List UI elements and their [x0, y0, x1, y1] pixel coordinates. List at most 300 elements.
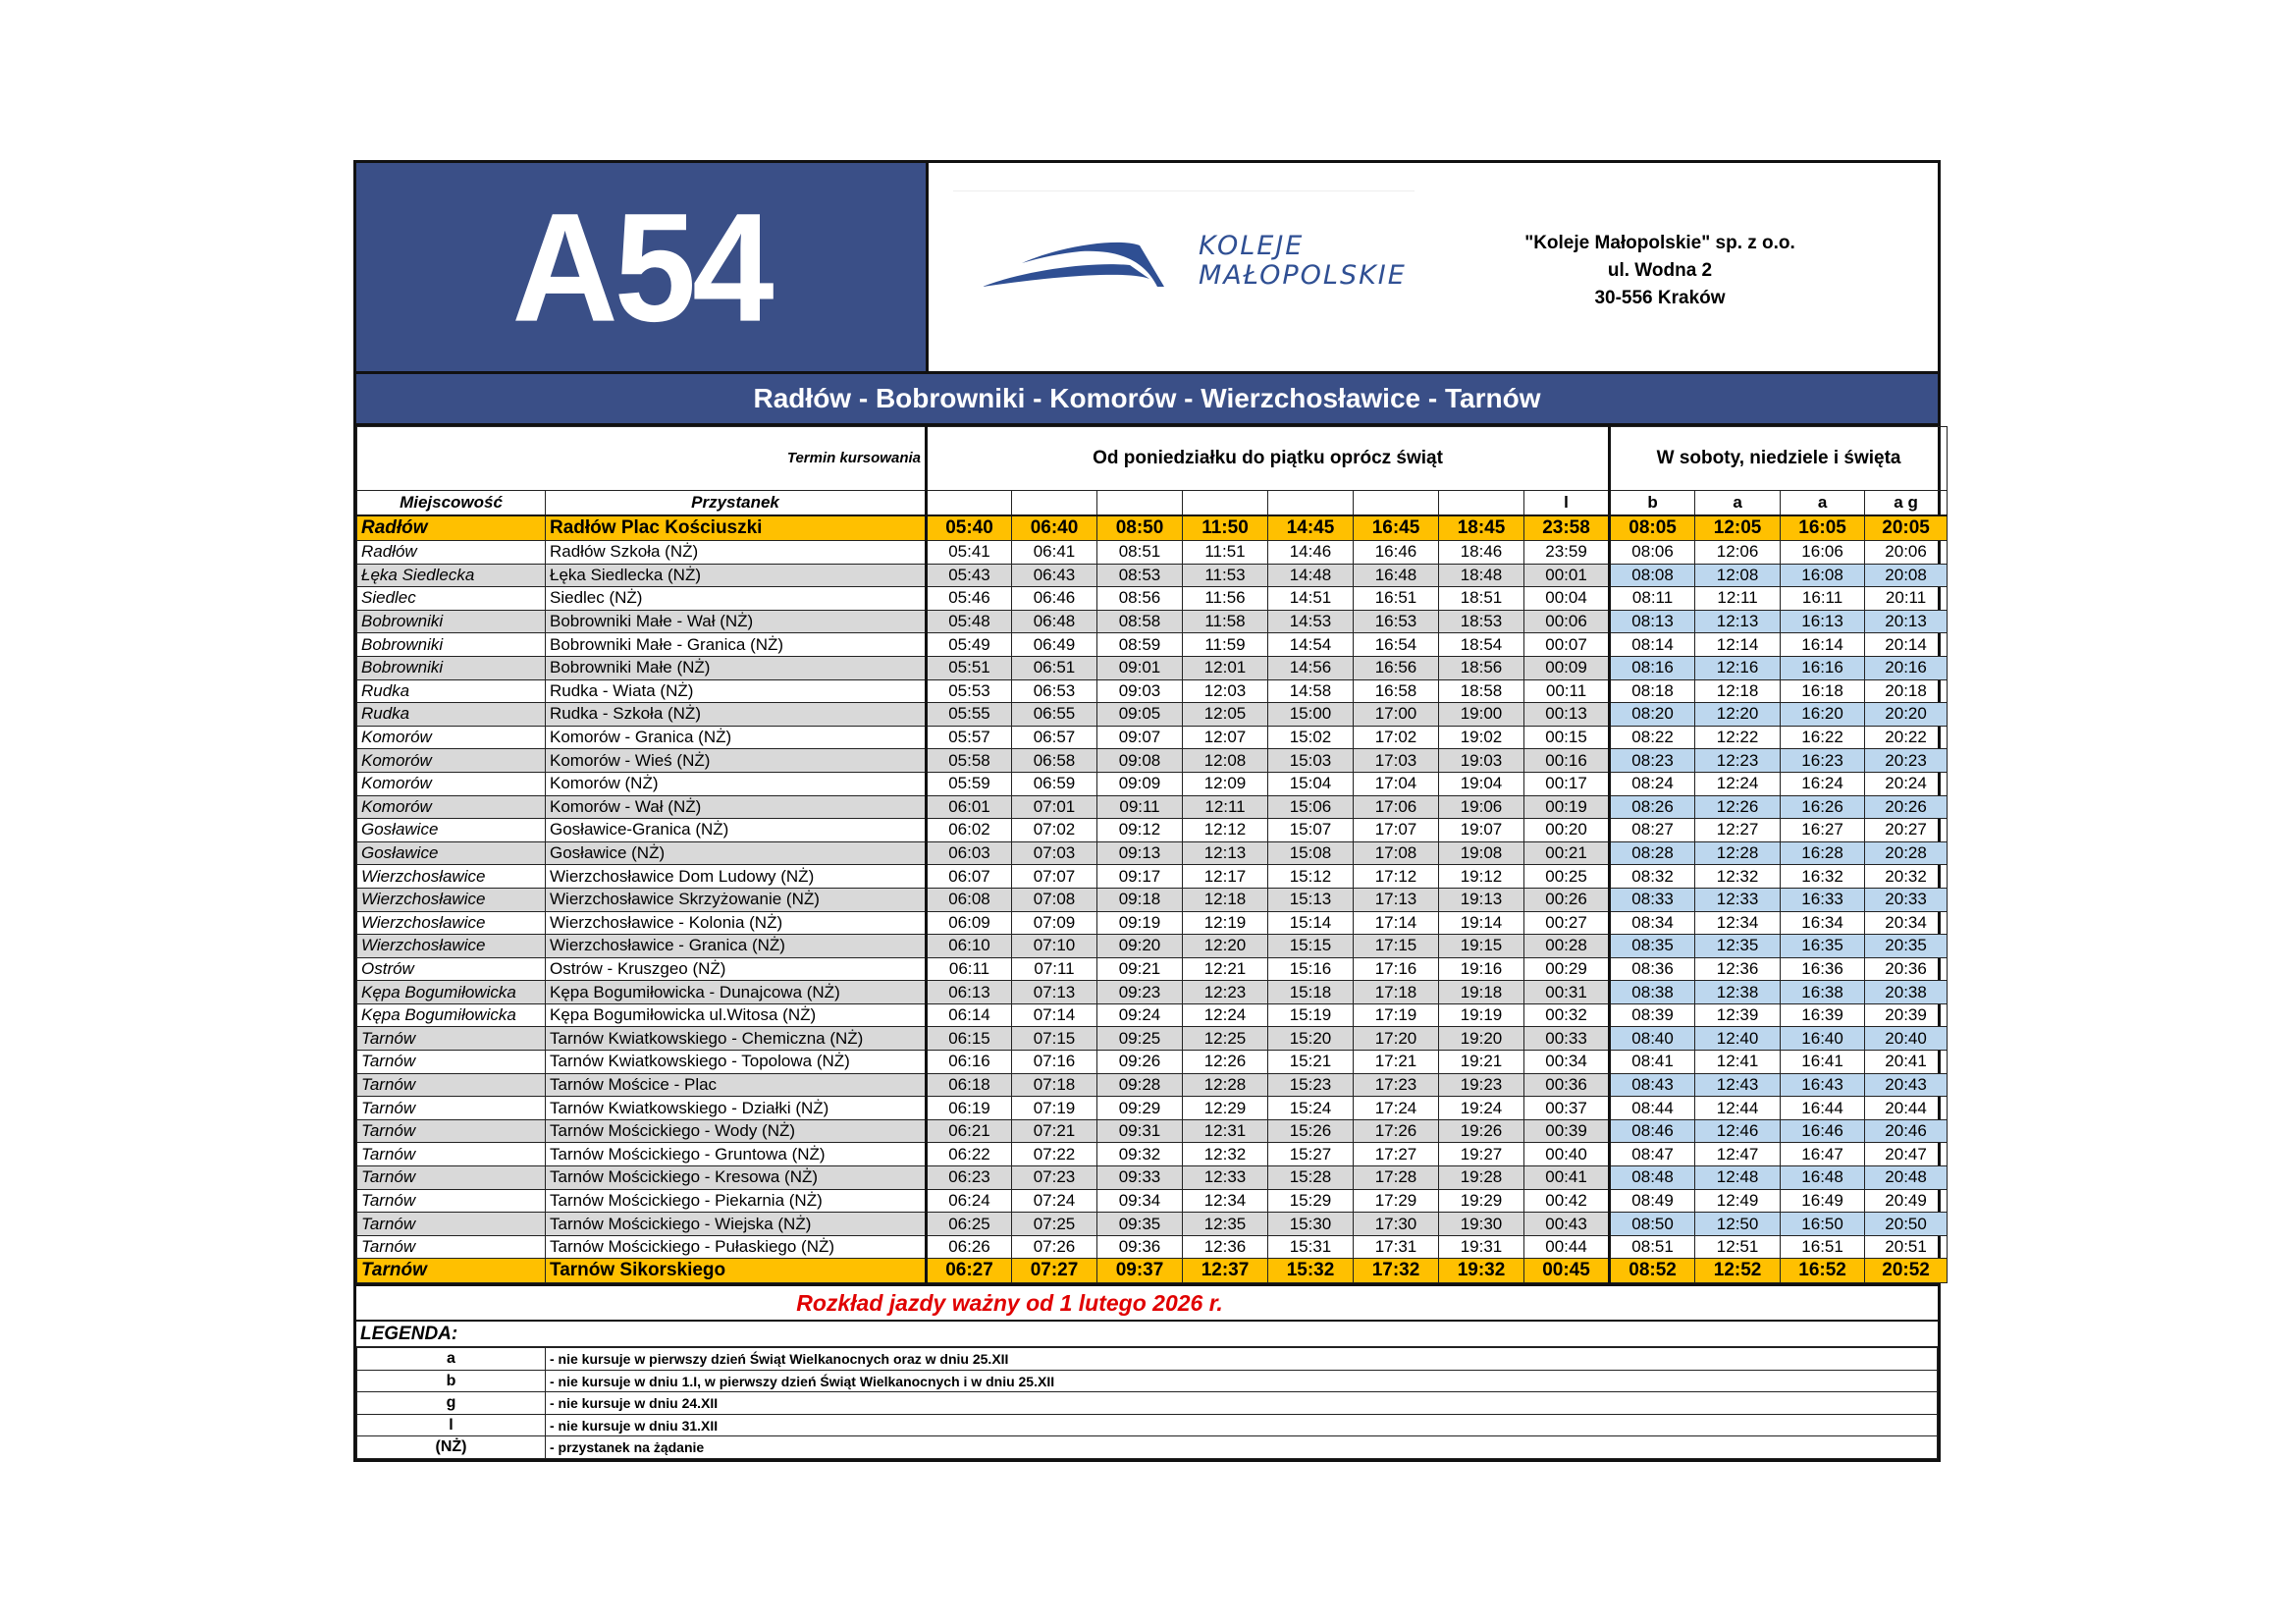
- weekday-departure-time: 19:08: [1439, 841, 1524, 865]
- train-swoosh-icon: [983, 232, 1179, 291]
- weekday-departure-time: 09:32: [1097, 1143, 1183, 1166]
- stop-row: [357, 795, 1948, 819]
- weekend-departure-time: 16:36: [1781, 957, 1865, 981]
- weekend-departure-time: 08:35: [1610, 935, 1695, 958]
- weekday-departure-time: 00:16: [1524, 749, 1610, 773]
- terminal-stop-row: [357, 515, 1948, 541]
- stop-row: [357, 1119, 1948, 1143]
- weekday-departure-time: 15:20: [1268, 1027, 1354, 1051]
- stop-row: [357, 541, 1948, 565]
- weekday-departure-time: 19:21: [1439, 1051, 1524, 1074]
- weekday-departure-time: 19:20: [1439, 1027, 1524, 1051]
- stop-name: Komorów (NŻ): [546, 772, 927, 795]
- period-weekend: W soboty, niedziele i święta: [1610, 427, 1948, 491]
- legend-item: [357, 1414, 1938, 1436]
- legend-item: [357, 1436, 1938, 1459]
- weekend-departure-time: 08:20: [1610, 703, 1695, 727]
- weekend-departure-time: 16:33: [1781, 888, 1865, 911]
- weekday-departure-time: 18:46: [1439, 541, 1524, 565]
- stop-row: [357, 935, 1948, 958]
- weekday-departure-time: 09:18: [1097, 888, 1183, 911]
- weekend-departure-time: 20:22: [1865, 726, 1948, 749]
- weekday-departure-time: 09:35: [1097, 1213, 1183, 1236]
- weekday-departure-time: 08:58: [1097, 610, 1183, 633]
- course-mark: [927, 491, 1012, 516]
- weekend-departure-time: 20:14: [1865, 633, 1948, 657]
- period-weekdays: Od poniedziałku do piątku oprócz świąt: [927, 427, 1610, 491]
- weekday-departure-time: 07:25: [1012, 1213, 1097, 1236]
- weekend-departure-time: 20:08: [1865, 564, 1948, 587]
- weekday-departure-time: 17:20: [1354, 1027, 1439, 1051]
- weekday-departure-time: 16:51: [1354, 587, 1439, 611]
- weekend-departure-time: 20:47: [1865, 1143, 1948, 1166]
- stop-name: Wierzchosławice - Granica (NŻ): [546, 935, 927, 958]
- weekday-departure-time: 05:41: [927, 541, 1012, 565]
- weekend-departure-time: 12:43: [1695, 1073, 1781, 1097]
- weekday-departure-time: 06:03: [927, 841, 1012, 865]
- weekday-departure-time: 09:17: [1097, 865, 1183, 889]
- legend-item: [357, 1370, 1938, 1392]
- weekday-departure-time: 17:03: [1354, 749, 1439, 773]
- logo-text: [1199, 232, 1407, 291]
- weekday-departure-time: 18:45: [1439, 515, 1524, 541]
- stop-name: Gosławice-Granica (NŻ): [546, 819, 927, 842]
- weekday-departure-time: 00:11: [1524, 679, 1610, 703]
- terminal-stop-row: [357, 1259, 1948, 1283]
- weekday-departure-time: 16:45: [1354, 515, 1439, 541]
- stop-row: [357, 1189, 1948, 1213]
- weekend-departure-time: 16:22: [1781, 726, 1865, 749]
- weekend-departure-time: 16:05: [1781, 515, 1865, 541]
- weekday-departure-time: 05:58: [927, 749, 1012, 773]
- weekday-departure-time: 15:23: [1268, 1073, 1354, 1097]
- weekday-departure-time: 09:11: [1097, 795, 1183, 819]
- stop-name: Tarnów Mościckiego - Wody (NŻ): [546, 1119, 927, 1143]
- weekday-departure-time: 07:03: [1012, 841, 1097, 865]
- town-name: Bobrowniki: [357, 633, 546, 657]
- weekday-departure-time: 00:45: [1524, 1259, 1610, 1283]
- weekday-departure-time: 06:14: [927, 1003, 1012, 1027]
- weekday-departure-time: 17:00: [1354, 703, 1439, 727]
- weekday-departure-time: 16:54: [1354, 633, 1439, 657]
- weekend-departure-time: 12:28: [1695, 841, 1781, 865]
- weekday-departure-time: 17:04: [1354, 772, 1439, 795]
- weekday-departure-time: 17:29: [1354, 1189, 1439, 1213]
- weekday-departure-time: 19:26: [1439, 1119, 1524, 1143]
- course-mark: a: [1695, 491, 1781, 516]
- weekend-departure-time: 20:24: [1865, 772, 1948, 795]
- stop-row: [357, 772, 1948, 795]
- stop-name: Tarnów Mościckiego - Pułaskiego (NŻ): [546, 1235, 927, 1259]
- stop-row: [357, 819, 1948, 842]
- weekday-departure-time: 17:30: [1354, 1213, 1439, 1236]
- weekday-departure-time: 07:22: [1012, 1143, 1097, 1166]
- timetable-sheet: [353, 160, 1941, 1462]
- weekday-departure-time: 09:24: [1097, 1003, 1183, 1027]
- weekend-departure-time: 08:48: [1610, 1166, 1695, 1190]
- weekend-departure-time: 08:06: [1610, 541, 1695, 565]
- legend-code: l: [357, 1414, 546, 1436]
- weekday-departure-time: 17:27: [1354, 1143, 1439, 1166]
- weekday-departure-time: 14:45: [1268, 515, 1354, 541]
- weekday-departure-time: 19:24: [1439, 1097, 1524, 1120]
- weekend-departure-time: 12:36: [1695, 957, 1781, 981]
- stop-name: Radłów Szkoła (NŻ): [546, 541, 927, 565]
- weekend-departure-time: 12:38: [1695, 981, 1781, 1004]
- town-name: Gosławice: [357, 841, 546, 865]
- weekend-departure-time: 08:28: [1610, 841, 1695, 865]
- weekday-departure-time: 17:32: [1354, 1259, 1439, 1283]
- stop-name: Rudka - Wiata (NŻ): [546, 679, 927, 703]
- weekday-departure-time: 09:20: [1097, 935, 1183, 958]
- weekday-departure-time: 00:07: [1524, 633, 1610, 657]
- weekday-departure-time: 09:36: [1097, 1235, 1183, 1259]
- weekday-departure-time: 14:54: [1268, 633, 1354, 657]
- weekday-departure-time: 12:28: [1183, 1073, 1268, 1097]
- weekend-departure-time: 08:22: [1610, 726, 1695, 749]
- town-name: Wierzchosławice: [357, 935, 546, 958]
- town-name: Komorów: [357, 726, 546, 749]
- weekend-departure-time: 16:26: [1781, 795, 1865, 819]
- weekend-departure-time: 16:24: [1781, 772, 1865, 795]
- weekday-departure-time: 15:14: [1268, 911, 1354, 935]
- weekday-departure-time: 06:01: [927, 795, 1012, 819]
- weekend-departure-time: 12:50: [1695, 1213, 1781, 1236]
- weekday-departure-time: 06:08: [927, 888, 1012, 911]
- weekday-departure-time: 18:48: [1439, 564, 1524, 587]
- stop-row: [357, 656, 1948, 679]
- weekend-departure-time: 20:06: [1865, 541, 1948, 565]
- stop-name: Wierzchosławice - Kolonia (NŻ): [546, 911, 927, 935]
- weekend-departure-time: 16:44: [1781, 1097, 1865, 1120]
- weekday-departure-time: 12:20: [1183, 935, 1268, 958]
- weekend-departure-time: 20:46: [1865, 1119, 1948, 1143]
- weekday-departure-time: 00:27: [1524, 911, 1610, 935]
- town-name: Gosławice: [357, 819, 546, 842]
- weekend-departure-time: 16:28: [1781, 841, 1865, 865]
- weekday-departure-time: 00:33: [1524, 1027, 1610, 1051]
- weekend-departure-time: 16:52: [1781, 1259, 1865, 1283]
- weekday-departure-time: 12:33: [1183, 1166, 1268, 1190]
- weekday-departure-time: 07:02: [1012, 819, 1097, 842]
- weekday-departure-time: 00:04: [1524, 587, 1610, 611]
- weekday-departure-time: 09:28: [1097, 1073, 1183, 1097]
- weekday-departure-time: 00:09: [1524, 656, 1610, 679]
- weekday-departure-time: 19:32: [1439, 1259, 1524, 1283]
- weekday-departure-time: 17:06: [1354, 795, 1439, 819]
- weekday-departure-time: 09:29: [1097, 1097, 1183, 1120]
- weekend-departure-time: 20:26: [1865, 795, 1948, 819]
- weekday-departure-time: 11:58: [1183, 610, 1268, 633]
- weekend-departure-time: 20:43: [1865, 1073, 1948, 1097]
- weekend-departure-time: 16:43: [1781, 1073, 1865, 1097]
- stop-name: Komorów - Granica (NŻ): [546, 726, 927, 749]
- weekday-departure-time: 15:18: [1268, 981, 1354, 1004]
- weekend-departure-time: 20:35: [1865, 935, 1948, 958]
- weekday-departure-time: 07:27: [1012, 1259, 1097, 1283]
- weekday-departure-time: 05:59: [927, 772, 1012, 795]
- weekday-departure-time: 06:53: [1012, 679, 1097, 703]
- weekday-departure-time: 09:09: [1097, 772, 1183, 795]
- town-name: Siedlec: [357, 587, 546, 611]
- route-title: Radłów - Bobrowniki - Komorów - Wierzchosławice - Tarnów: [356, 374, 1938, 426]
- weekday-departure-time: 06:57: [1012, 726, 1097, 749]
- weekday-departure-time: 17:31: [1354, 1235, 1439, 1259]
- weekday-departure-time: 00:19: [1524, 795, 1610, 819]
- stop-name: Tarnów Mościckiego - Wiejska (NŻ): [546, 1213, 927, 1236]
- stop-row: [357, 679, 1948, 703]
- weekday-departure-time: 19:23: [1439, 1073, 1524, 1097]
- weekend-departure-time: 16:46: [1781, 1119, 1865, 1143]
- stop-row: [357, 865, 1948, 889]
- weekday-departure-time: 06:25: [927, 1213, 1012, 1236]
- weekend-departure-time: 20:38: [1865, 981, 1948, 1004]
- weekday-departure-time: 06:13: [927, 981, 1012, 1004]
- weekend-departure-time: 16:23: [1781, 749, 1865, 773]
- stop-row: [357, 1235, 1948, 1259]
- weekend-departure-time: 12:51: [1695, 1235, 1781, 1259]
- weekday-departure-time: 11:50: [1183, 515, 1268, 541]
- weekday-departure-time: 06:55: [1012, 703, 1097, 727]
- weekend-departure-time: 20:44: [1865, 1097, 1948, 1120]
- weekday-departure-time: 17:24: [1354, 1097, 1439, 1120]
- weekday-departure-time: 19:07: [1439, 819, 1524, 842]
- weekday-departure-time: 11:56: [1183, 587, 1268, 611]
- weekday-departure-time: 17:19: [1354, 1003, 1439, 1027]
- weekday-departure-time: 18:53: [1439, 610, 1524, 633]
- weekend-departure-time: 12:44: [1695, 1097, 1781, 1120]
- weekday-departure-time: 12:07: [1183, 726, 1268, 749]
- weekday-departure-time: 15:03: [1268, 749, 1354, 773]
- weekend-departure-time: 08:40: [1610, 1027, 1695, 1051]
- weekday-departure-time: 06:07: [927, 865, 1012, 889]
- stop-row: [357, 841, 1948, 865]
- legend-code: a: [357, 1348, 546, 1371]
- weekday-departure-time: 09:08: [1097, 749, 1183, 773]
- stop-name: Tarnów Kwiatkowskiego - Działki (NŻ): [546, 1097, 927, 1120]
- weekend-departure-time: 12:47: [1695, 1143, 1781, 1166]
- weekend-departure-time: 08:08: [1610, 564, 1695, 587]
- address-line: "Koleje Małopolskie" sp. z o.o.: [1524, 233, 1795, 253]
- weekday-departure-time: 00:36: [1524, 1073, 1610, 1097]
- weekend-departure-time: 08:05: [1610, 515, 1695, 541]
- weekend-departure-time: 08:34: [1610, 911, 1695, 935]
- weekday-departure-time: 09:26: [1097, 1051, 1183, 1074]
- weekday-departure-time: 19:03: [1439, 749, 1524, 773]
- weekday-departure-time: 05:43: [927, 564, 1012, 587]
- weekend-departure-time: 08:51: [1610, 1235, 1695, 1259]
- weekday-departure-time: 07:01: [1012, 795, 1097, 819]
- stop-name: Wierzchosławice Skrzyżowanie (NŻ): [546, 888, 927, 911]
- weekday-departure-time: 16:58: [1354, 679, 1439, 703]
- weekday-departure-time: 09:12: [1097, 819, 1183, 842]
- weekday-departure-time: 00:25: [1524, 865, 1610, 889]
- weekday-departure-time: 09:25: [1097, 1027, 1183, 1051]
- weekend-departure-time: 20:23: [1865, 749, 1948, 773]
- weekday-departure-time: 05:46: [927, 587, 1012, 611]
- weekday-departure-time: 09:07: [1097, 726, 1183, 749]
- weekend-departure-time: 16:48: [1781, 1166, 1865, 1190]
- weekend-departure-time: 16:47: [1781, 1143, 1865, 1166]
- weekday-departure-time: 15:26: [1268, 1119, 1354, 1143]
- weekend-departure-time: 16:35: [1781, 935, 1865, 958]
- town-name: Wierzchosławice: [357, 865, 546, 889]
- legend-item: [357, 1348, 1938, 1371]
- stop-row: [357, 1073, 1948, 1097]
- weekend-departure-time: 08:46: [1610, 1119, 1695, 1143]
- logo-line-2: MAŁOPOLSKIE: [1199, 260, 1407, 291]
- weekend-departure-time: 20:52: [1865, 1259, 1948, 1283]
- weekday-departure-time: 18:58: [1439, 679, 1524, 703]
- weekend-departure-time: 12:24: [1695, 772, 1781, 795]
- weekend-departure-time: 08:44: [1610, 1097, 1695, 1120]
- weekday-departure-time: 15:21: [1268, 1051, 1354, 1074]
- weekday-departure-time: 07:14: [1012, 1003, 1097, 1027]
- legend-code: (NŻ): [357, 1436, 546, 1459]
- weekend-departure-time: 20:34: [1865, 911, 1948, 935]
- weekday-departure-time: 07:10: [1012, 935, 1097, 958]
- weekday-departure-time: 00:01: [1524, 564, 1610, 587]
- weekday-departure-time: 05:51: [927, 656, 1012, 679]
- weekday-departure-time: 12:11: [1183, 795, 1268, 819]
- legend-description: - nie kursuje w pierwszy dzień Świąt Wielkanocnych oraz w dniu 25.XII: [546, 1348, 1938, 1371]
- weekend-departure-time: 16:49: [1781, 1189, 1865, 1213]
- stop-name: Wierzchosławice Dom Ludowy (NŻ): [546, 865, 927, 889]
- town-name: Tarnów: [357, 1143, 546, 1166]
- weekend-departure-time: 08:24: [1610, 772, 1695, 795]
- weekend-departure-time: 12:52: [1695, 1259, 1781, 1283]
- weekend-departure-time: 12:14: [1695, 633, 1781, 657]
- weekday-departure-time: 12:19: [1183, 911, 1268, 935]
- weekend-departure-time: 12:06: [1695, 541, 1781, 565]
- town-name: Tarnów: [357, 1097, 546, 1120]
- weekday-departure-time: 19:12: [1439, 865, 1524, 889]
- legend-table: [356, 1347, 1938, 1459]
- weekday-departure-time: 07:24: [1012, 1189, 1097, 1213]
- weekend-departure-time: 08:47: [1610, 1143, 1695, 1166]
- weekend-departure-time: 12:23: [1695, 749, 1781, 773]
- stop-row: [357, 564, 1948, 587]
- weekend-departure-time: 12:34: [1695, 911, 1781, 935]
- weekday-departure-time: 07:07: [1012, 865, 1097, 889]
- stop-row: [357, 749, 1948, 773]
- town-name: Tarnów: [357, 1119, 546, 1143]
- weekday-departure-time: 15:24: [1268, 1097, 1354, 1120]
- town-name: Tarnów: [357, 1073, 546, 1097]
- weekend-departure-time: 08:49: [1610, 1189, 1695, 1213]
- weekday-departure-time: 18:56: [1439, 656, 1524, 679]
- weekday-departure-time: 07:08: [1012, 888, 1097, 911]
- weekday-departure-time: 09:21: [1097, 957, 1183, 981]
- weekend-departure-time: 20:32: [1865, 865, 1948, 889]
- town-name: Bobrowniki: [357, 610, 546, 633]
- weekend-departure-time: 12:39: [1695, 1003, 1781, 1027]
- weekday-departure-time: 15:28: [1268, 1166, 1354, 1190]
- weekday-departure-time: 07:19: [1012, 1097, 1097, 1120]
- stop-name: Tarnów Mościckiego - Gruntowa (NŻ): [546, 1143, 927, 1166]
- weekday-departure-time: 00:42: [1524, 1189, 1610, 1213]
- weekday-departure-time: 19:04: [1439, 772, 1524, 795]
- weekday-departure-time: 17:02: [1354, 726, 1439, 749]
- weekday-departure-time: 05:49: [927, 633, 1012, 657]
- weekday-departure-time: 19:00: [1439, 703, 1524, 727]
- weekday-departure-time: 08:51: [1097, 541, 1183, 565]
- town-name: Komorów: [357, 795, 546, 819]
- weekday-departure-time: 16:46: [1354, 541, 1439, 565]
- town-name: Rudka: [357, 703, 546, 727]
- weekday-departure-time: 00:37: [1524, 1097, 1610, 1120]
- weekday-departure-time: 00:17: [1524, 772, 1610, 795]
- weekday-departure-time: 00:28: [1524, 935, 1610, 958]
- column-header-row: [357, 491, 1948, 516]
- weekend-departure-time: 12:49: [1695, 1189, 1781, 1213]
- weekday-departure-time: 06:43: [1012, 564, 1097, 587]
- weekday-departure-time: 06:23: [927, 1166, 1012, 1190]
- weekday-departure-time: 09:01: [1097, 656, 1183, 679]
- town-name: Kępa Bogumiłowicka: [357, 1003, 546, 1027]
- address-line: ul. Wodna 2: [1607, 260, 1713, 281]
- town-name: Radłów: [357, 515, 546, 541]
- town-name: Tarnów: [357, 1213, 546, 1236]
- weekday-departure-time: 14:53: [1268, 610, 1354, 633]
- stop-row: [357, 1166, 1948, 1190]
- weekend-departure-time: 20:40: [1865, 1027, 1948, 1051]
- stop-row: [357, 1051, 1948, 1074]
- weekday-departure-time: 00:43: [1524, 1213, 1610, 1236]
- weekday-departure-time: 12:17: [1183, 865, 1268, 889]
- stop-name: Gosławice (NŻ): [546, 841, 927, 865]
- weekday-departure-time: 07:23: [1012, 1166, 1097, 1190]
- weekend-departure-time: 12:20: [1695, 703, 1781, 727]
- weekday-departure-time: 07:18: [1012, 1073, 1097, 1097]
- weekday-departure-time: 12:09: [1183, 772, 1268, 795]
- weekday-departure-time: 19:31: [1439, 1235, 1524, 1259]
- weekend-departure-time: 16:50: [1781, 1213, 1865, 1236]
- weekend-departure-time: 08:38: [1610, 981, 1695, 1004]
- weekend-departure-time: 08:18: [1610, 679, 1695, 703]
- weekday-departure-time: 12:05: [1183, 703, 1268, 727]
- course-mark: [1268, 491, 1354, 516]
- weekday-departure-time: 15:12: [1268, 865, 1354, 889]
- weekend-departure-time: 16:32: [1781, 865, 1865, 889]
- weekend-departure-time: 08:13: [1610, 610, 1695, 633]
- weekend-departure-time: 16:38: [1781, 981, 1865, 1004]
- weekend-departure-time: 20:05: [1865, 515, 1948, 541]
- weekday-departure-time: 06:10: [927, 935, 1012, 958]
- weekend-departure-time: 16:14: [1781, 633, 1865, 657]
- weekday-departure-time: 12:12: [1183, 819, 1268, 842]
- weekend-departure-time: 16:16: [1781, 656, 1865, 679]
- course-mark: [1012, 491, 1097, 516]
- weekend-departure-time: 08:16: [1610, 656, 1695, 679]
- stop-name: Radłów Plac Kościuszki: [546, 515, 927, 541]
- weekend-departure-time: 08:52: [1610, 1259, 1695, 1283]
- stop-name: Tarnów Kwiatkowskiego - Chemiczna (NŻ): [546, 1027, 927, 1051]
- weekend-departure-time: 12:05: [1695, 515, 1781, 541]
- weekday-departure-time: 14:46: [1268, 541, 1354, 565]
- weekday-departure-time: 19:14: [1439, 911, 1524, 935]
- weekday-departure-time: 16:53: [1354, 610, 1439, 633]
- weekday-departure-time: 05:53: [927, 679, 1012, 703]
- weekday-departure-time: 15:15: [1268, 935, 1354, 958]
- weekday-departure-time: 17:26: [1354, 1119, 1439, 1143]
- weekday-departure-time: 12:32: [1183, 1143, 1268, 1166]
- stop-row: [357, 888, 1948, 911]
- weekend-departure-time: 20:39: [1865, 1003, 1948, 1027]
- weekend-departure-time: 12:11: [1695, 587, 1781, 611]
- weekday-departure-time: 16:48: [1354, 564, 1439, 587]
- stop-name: Bobrowniki Małe - Granica (NŻ): [546, 633, 927, 657]
